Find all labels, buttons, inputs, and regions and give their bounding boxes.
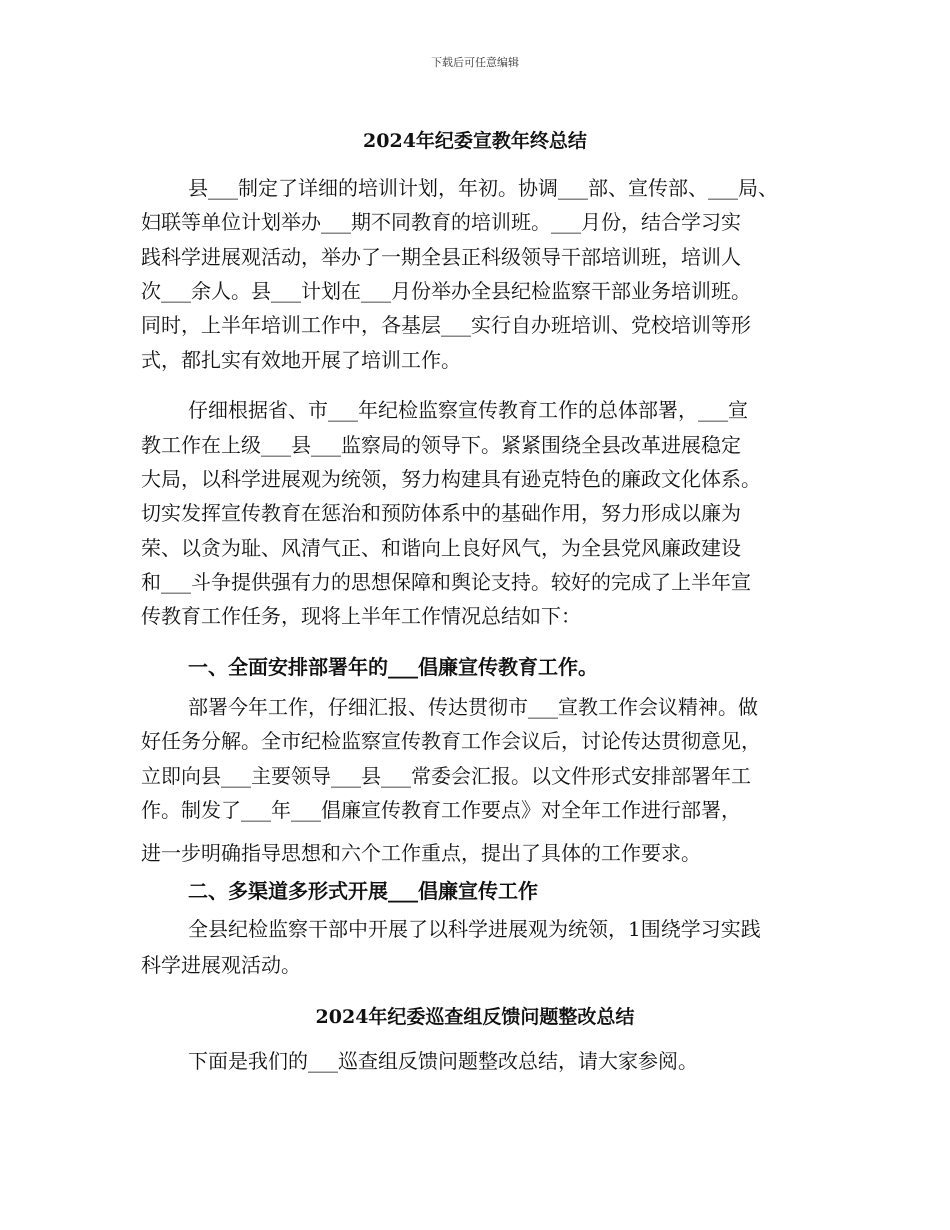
body-line: 同时，上半年培训工作中，各基层___实行自办班培训、党校培训等形 [141,313,751,337]
body-line: 部署今年工作，仔细汇报、传达贯彻市___宣教工作会议精神。做 [188,695,758,719]
body-line: 次___余人。县___计划在___月份举办全县纪检监察干部业务培训班。 [141,279,751,303]
body-line: 全县纪检监察干部中开展了以科学进展观为统领，1围绕学习实践 [188,917,761,941]
body-line: 教工作在上级___县___监察局的领导下。紧紧围绕全县改革进展稳定 [141,433,741,457]
body-line: 科学进展观活动。 [141,953,301,977]
body-line: 县___制定了详细的培训计划，年初。协调___部、宣传部、___局、 [188,176,778,200]
body-line: 进一步明确指导思想和六个工作重点，提出了具体的工作要求。 [141,841,701,865]
body-line: 和___斗争提供强有力的思想保障和舆论支持。较好的完成了上半年宣 [141,570,751,594]
header-note: 下载后可任意编辑 [431,56,519,69]
body-line: 大局，以科学进展观为统领，努力构建具有逊克特色的廉政文化体系。 [141,467,761,491]
body-line: 荣、以贪为耻、风清气正、和谐向上良好风气，为全县党风廉政建设 [141,536,741,560]
body-line: 仔细根据省、市___年纪检监察宣传教育工作的总体部署，___宣 [188,398,748,422]
section-heading-1: 一、全面安排部署年的___倡廉宣传教育工作。 [188,655,598,679]
body-line: 立即向县___主要领导___县___常委会汇报。以文件形式安排部署年工 [141,764,751,788]
body-line: 践科学进展观活动，举办了一期全县正科级领导干部培训班，培训人 [141,245,741,269]
doc1-title: 2024年纪委宣教年终总结 [363,130,587,152]
body-line: 传教育工作任务，现将上半年工作情况总结如下： [141,604,581,628]
body-line: 妇联等单位计划举办___期不同教育的培训班。___月份，结合学习实 [141,210,741,234]
doc2-intro: 下面是我们的___巡查组反馈问题整改总结，请大家参阅。 [188,1049,698,1073]
body-line: 好任务分解。全市纪检监察宣传教育工作会议后，讨论传达贯彻意见， [141,729,761,753]
body-line: 切实发挥宣传教育在惩治和预防体系中的基础作用，努力形成以廉为 [141,501,741,525]
section-heading-2: 二、多渠道多形式开展___倡廉宣传工作 [188,879,538,903]
body-line: 式，都扎实有效地开展了培训工作。 [141,348,461,372]
body-line: 作。制发了___年___倡廉宣传教育工作要点》对全年工作进行部署， [141,798,741,822]
doc2-title: 2024年纪委巡查组反馈问题整改总结 [315,1006,635,1028]
